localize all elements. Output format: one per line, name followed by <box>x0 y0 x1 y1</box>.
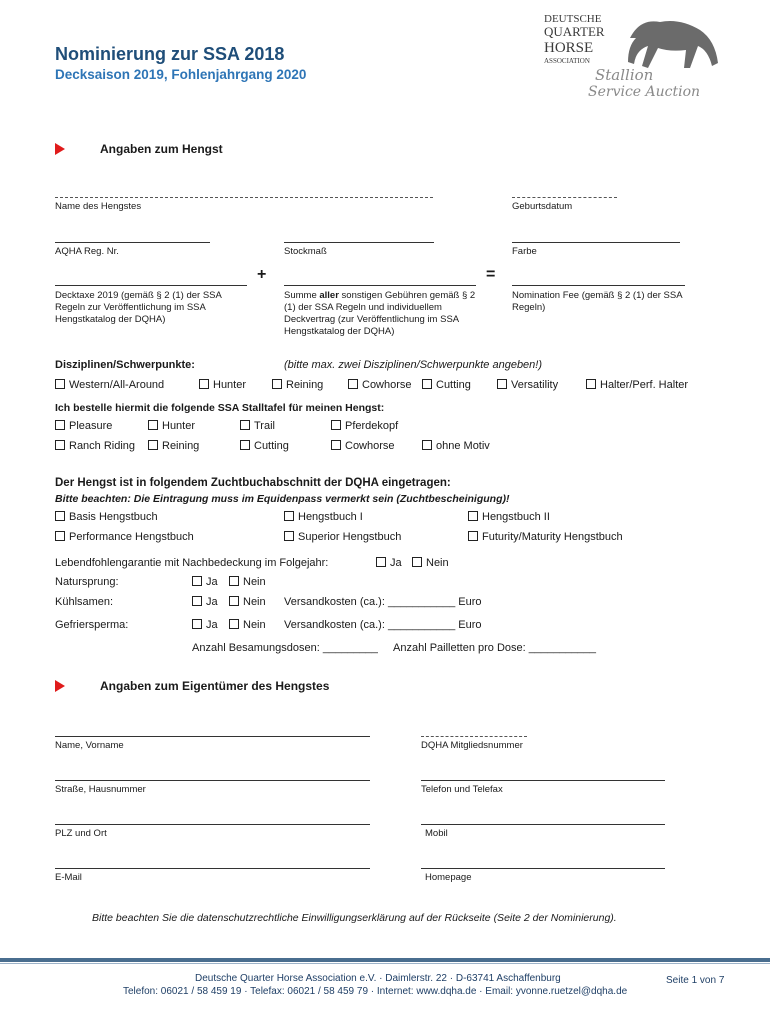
studbook-performance[interactable]: Performance Hengstbuch <box>55 531 194 543</box>
other-fees-field[interactable] <box>284 285 476 286</box>
color-label: Farbe <box>512 246 537 257</box>
checkbox-icon <box>422 379 432 389</box>
owner-name-label: Name, Vorname <box>55 740 124 751</box>
natural-no[interactable]: Nein <box>229 576 266 588</box>
checkbox-icon <box>348 379 358 389</box>
checkbox-icon <box>331 420 341 430</box>
checkbox-icon <box>199 379 209 389</box>
equals-sign: = <box>486 266 496 283</box>
frozen-no[interactable]: Nein <box>229 619 266 631</box>
straws-field[interactable]: Anzahl Pailletten pro Dose: ___________ <box>393 642 597 654</box>
plaque-cutting[interactable]: Cutting <box>240 440 289 452</box>
height-field[interactable] <box>284 242 434 243</box>
checkbox-icon <box>192 596 202 606</box>
checkbox-icon <box>229 619 239 629</box>
doses-field[interactable]: Anzahl Besamungsdosen: _________ <box>192 642 378 654</box>
studbook-note: Bitte beachten: Die Eintragung muss im Equidenpass vermerkt sein (Zuchtbescheinigung)! <box>55 493 510 505</box>
guarantee-no[interactable]: Nein <box>412 557 449 569</box>
checkbox-reining[interactable]: Reining <box>272 379 323 391</box>
birthdate-field[interactable] <box>512 197 617 198</box>
checkbox-hunter[interactable]: Hunter <box>199 379 246 391</box>
other-fees-label: Summe aller sonstigen Gebühren gemäß § 2 (1) der SSA Regeln und individuellem Deckvertrag (zur Veröffentlichung im SSA Hengstkatalog der DQHA) <box>284 290 476 337</box>
cooled-no[interactable]: Nein <box>229 596 266 608</box>
section-arrow-icon <box>55 143 65 155</box>
phone-label: Telefon und Telefax <box>421 784 503 795</box>
page-subtitle: Decksaison 2019, Fohlenjahrgang 2020 <box>55 67 307 82</box>
mobile-field[interactable] <box>421 824 665 825</box>
footer-divider <box>0 958 770 962</box>
checkbox-icon <box>497 379 507 389</box>
checkbox-icon <box>55 379 65 389</box>
owner-name-field[interactable] <box>55 736 370 737</box>
plaque-reining[interactable]: Reining <box>148 440 199 452</box>
color-field[interactable] <box>512 242 680 243</box>
checkbox-western[interactable]: Western/All-Around <box>55 379 164 391</box>
guarantee-label: Lebendfohlengarantie mit Nachbedeckung im Folgejahr: <box>55 557 329 569</box>
section-title-owner: Angaben zum Eigentümer des Hengstes <box>100 679 330 693</box>
checkbox-icon <box>376 557 386 567</box>
height-label: Stockmaß <box>284 246 327 257</box>
plaque-ranch-riding[interactable]: Ranch Riding <box>55 440 135 452</box>
section-arrow-icon <box>55 680 65 692</box>
checkbox-icon <box>468 531 478 541</box>
checkbox-icon <box>240 420 250 430</box>
natural-label: Natursprung: <box>55 576 119 588</box>
checkbox-versatility[interactable]: Versatility <box>497 379 558 391</box>
checkbox-icon <box>192 576 202 586</box>
street-label: Straße, Hausnummer <box>55 784 146 795</box>
disciplines-title: Disziplinen/Schwerpunkte: <box>55 359 195 371</box>
nomination-fee-label: Nomination Fee (gemäß § 2 (1) der SSA Regeln) <box>512 290 683 313</box>
frozen-label: Gefriersperma: <box>55 619 129 631</box>
checkbox-halter[interactable]: Halter/Perf. Halter <box>586 379 688 391</box>
street-field[interactable] <box>55 780 370 781</box>
email-field[interactable] <box>55 868 370 869</box>
privacy-note: Bitte beachten Sie die datenschutzrechtliche Einwilligungserklärung auf der Rückseite (Seite 2 der Nominierung). <box>92 912 617 924</box>
frozen-shipping[interactable]: Versandkosten (ca.): ___________ Euro <box>284 619 482 631</box>
page-number: Seite 1 von 7 <box>666 975 725 986</box>
aqha-reg-label: AQHA Reg. Nr. <box>55 246 119 257</box>
studbook-2[interactable]: Hengstbuch II <box>468 511 550 523</box>
zip-city-field[interactable] <box>55 824 370 825</box>
member-number-label: DQHA Mitgliedsnummer <box>421 740 523 751</box>
studbook-title: Der Hengst ist in folgendem Zuchtbuchabschnitt der DQHA eingetragen: <box>55 477 451 489</box>
cooled-label: Kühlsamen: <box>55 596 114 608</box>
checkbox-cowhorse[interactable]: Cowhorse <box>348 379 412 391</box>
logo-text-6: Service Auction <box>588 84 701 100</box>
member-number-field[interactable] <box>421 736 527 737</box>
checkbox-icon <box>331 440 341 450</box>
dqha-logo <box>540 8 740 103</box>
cooled-shipping[interactable]: Versandkosten (ca.): ___________ Euro <box>284 596 482 608</box>
stallion-name-label: Name des Hengstes <box>55 201 142 212</box>
checkbox-icon <box>284 511 294 521</box>
horse-icon <box>628 21 718 68</box>
checkbox-cutting[interactable]: Cutting <box>422 379 471 391</box>
checkbox-icon <box>148 440 158 450</box>
guarantee-yes[interactable]: Ja <box>376 557 402 569</box>
studbook-futurity[interactable]: Futurity/Maturity Hengstbuch <box>468 531 623 543</box>
cooled-yes[interactable]: Ja <box>192 596 218 608</box>
homepage-label: Homepage <box>425 872 472 883</box>
footer-contact: Telefon: 06021 / 58 459 19 · Telefax: 06021 / 58 459 79 · Internet: www.dqha.de · Email: yvonne.ruetzel@dqha.de <box>123 986 628 997</box>
studbook-basis[interactable]: Basis Hengstbuch <box>55 511 158 523</box>
email-label: E-Mail <box>55 872 82 883</box>
zip-city-label: PLZ und Ort <box>55 828 107 839</box>
stud-fee-label: Decktaxe 2019 (gemäß § 2 (1) der SSA Regeln zur Veröffentlichung im SSA Hengstkatalog der DQHA) <box>55 290 222 325</box>
plaque-trail[interactable]: Trail <box>240 420 275 432</box>
nomination-fee-field[interactable] <box>512 285 685 286</box>
plaque-no-motif[interactable]: ohne Motiv <box>422 440 490 452</box>
checkbox-icon <box>55 531 65 541</box>
checkbox-icon <box>55 420 65 430</box>
checkbox-icon <box>192 619 202 629</box>
logo-text-4: ASSOCIATION <box>544 57 590 65</box>
plaque-hunter[interactable]: Hunter <box>148 420 195 432</box>
section-title-stallion: Angaben zum Hengst <box>100 142 223 156</box>
plaque-title: Ich bestelle hiermit die folgende SSA Stalltafel für meinen Hengst: <box>55 402 385 414</box>
natural-yes[interactable]: Ja <box>192 576 218 588</box>
plaque-horsehead[interactable]: Pferdekopf <box>331 420 398 432</box>
studbook-superior[interactable]: Superior Hengstbuch <box>284 531 401 543</box>
checkbox-icon <box>229 596 239 606</box>
checkbox-icon <box>284 531 294 541</box>
logo-text-1: DEUTSCHE <box>544 13 602 25</box>
frozen-yes[interactable]: Ja <box>192 619 218 631</box>
checkbox-icon <box>55 440 65 450</box>
footer-divider-thin <box>0 963 770 964</box>
page-title: Nominierung zur SSA 2018 <box>55 44 285 64</box>
disciplines-note: (bitte max. zwei Disziplinen/Schwerpunkte angeben!) <box>284 359 543 371</box>
logo-text-2: QUARTER <box>544 24 605 39</box>
checkbox-icon <box>412 557 422 567</box>
logo-text-3: HORSE <box>544 40 594 56</box>
stud-fee-field[interactable] <box>55 285 247 286</box>
checkbox-icon <box>55 511 65 521</box>
checkbox-icon <box>468 511 478 521</box>
plaque-cowhorse[interactable]: Cowhorse <box>331 440 395 452</box>
stallion-name-field[interactable] <box>55 197 433 198</box>
checkbox-icon <box>229 576 239 586</box>
checkbox-icon <box>422 440 432 450</box>
checkbox-icon <box>586 379 596 389</box>
footer-address: Deutsche Quarter Horse Association e.V. · Daimlerstr. 22 · D-63741 Aschaffenburg <box>195 973 561 984</box>
checkbox-icon <box>272 379 282 389</box>
birthdate-label: Geburtsdatum <box>512 201 573 212</box>
homepage-field[interactable] <box>421 868 665 869</box>
plus-sign: + <box>257 266 267 283</box>
aqha-reg-field[interactable] <box>55 242 210 243</box>
checkbox-icon <box>148 420 158 430</box>
checkbox-icon <box>240 440 250 450</box>
plaque-pleasure[interactable]: Pleasure <box>55 420 112 432</box>
studbook-1[interactable]: Hengstbuch I <box>284 511 363 523</box>
mobile-label: Mobil <box>425 828 448 839</box>
logo-text-5: Stallion <box>595 66 654 84</box>
phone-field[interactable] <box>421 780 665 781</box>
